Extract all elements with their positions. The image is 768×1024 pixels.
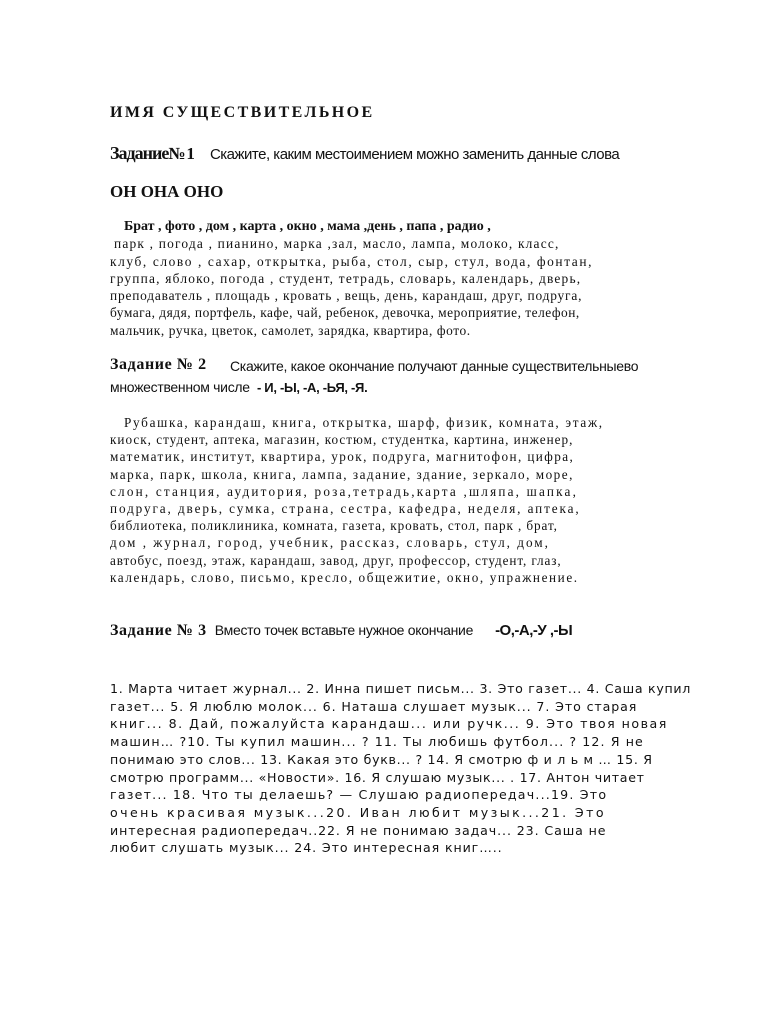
word-line: математик, институт, квартира, урок, подруга, магнитофон, цифра,: [110, 449, 575, 465]
exercise-line: любит слушать музык... 24. Это интересная книг…..: [110, 840, 503, 856]
task3-heading: [110, 622, 572, 640]
exercise-line: машин… ?10. Ты купил машин... ? 11. Ты любишь футбол... ? 12. Я не: [110, 734, 644, 750]
word-line: киоск, студент, аптека, магазин, костюм, студентка, картина, инженер,: [110, 432, 574, 448]
word-line: марка, парк, школа, книга, лампа, задание, здание, зеркало, море,: [110, 466, 574, 482]
exercise-line: очень красивая музык...20. Иван любит музык...21. Это: [110, 804, 606, 820]
task1-label: Задание: [110, 143, 169, 163]
word-line: парк , погода , пианино, марка ,зал, масло, лампа, молоко, класс,: [114, 236, 560, 252]
word-line: Рубашка, карандаш, книга, открытка, шарф, физик, комната, этаж,: [124, 415, 604, 430]
exercise-line: 1. Марта читает журнал... 2. Инна пишет письм... 3. Это газет... 4. Саша купил: [110, 681, 692, 696]
task3-instruction: Вместо точек вставьте нужное окончание: [214, 622, 474, 638]
word-line: клуб, слово , сахар, открытка, рыба, стол, сыр, стул, вода, фонтан,: [110, 253, 594, 269]
task2-word-list: [110, 414, 720, 586]
word-line: Брат , фото , дом , карта , окно , мама ,день , папа , радио ,: [124, 219, 491, 234]
task3-exercise: [110, 680, 710, 857]
exercise-line: газет... 18. Что ты делаешь? — Слушаю радиопередач...19. Это: [110, 787, 608, 803]
word-line: календарь, слово, письмо, кресло, общежитие, окно, упражнение.: [110, 569, 579, 585]
exercise-line: книг... 8. Дай, пожалуйста карандаш... или ручк... 9. Это твоя новая: [110, 716, 668, 732]
task1-word-list: [110, 218, 710, 339]
exercise-line: понимаю это слов... 13. Какая это букв... ? 14. Я смотрю ф и л ь м … 15. Я: [110, 751, 653, 767]
task2-instruction-cont: множественном числе: [110, 379, 250, 395]
word-line: группа, яблоко, погода , студент, тетрадь, словарь, календарь, дверь,: [110, 270, 582, 286]
task2-instruction: Скажите, какое окончание получают данные существительныево: [230, 358, 639, 374]
task1-instruction: Скажите, каким местоимением можно заменить данные слова: [209, 146, 620, 163]
task2-endings: - И, -Ы, -А, -ЬЯ, -Я.: [256, 380, 368, 395]
word-line: преподаватель , площадь , кровать , вещь, день, карандаш, друг, подруга,: [110, 288, 583, 304]
task2-instruction-line2: [110, 379, 367, 395]
exercise-line: интересная радиопередач..22. Я не понимаю задач... 23. Саша не: [110, 822, 607, 838]
page-title: ИМЯ СУЩЕСТВИТЕЛЬНОЕ: [110, 104, 375, 121]
word-line: подруга, дверь, сумка, страна, сестра, кафедра, неделя, аптека,: [110, 501, 581, 517]
exercise-line: газет... 5. Я люблю молок... 6. Наташа слушает музык... 7. Это старая: [110, 698, 638, 714]
task1-number: №1: [168, 144, 196, 163]
word-line: мальчик, ручка, цветок, самолет, зарядка, квартира, фото.: [110, 322, 471, 338]
exercise-line: смотрю программ... «Новости». 16. Я слушаю музык... . 17. Антон читает: [110, 769, 645, 785]
word-line: дом , журнал, город, учебник, рассказ, словарь, стул, дом,: [110, 535, 550, 551]
task1-pronouns: ОН ОНА ОНО: [110, 182, 224, 201]
task3-endings: -О,-А,-У ,-Ы: [495, 622, 573, 639]
word-line: бумага, дядя, портфель, кафе, чай, ребенок, девочка, мероприятие, телефон,: [110, 305, 580, 321]
word-line: слон, станция, аудитория, роза,тетрадь,карта ,шляпа, шапка,: [110, 483, 579, 499]
task2-heading: Задание № 2: [110, 356, 207, 373]
word-line: автобус, поезд, этаж, карандаш, завод, друг, профессор, студент, глаз,: [110, 552, 562, 568]
word-line: библиотека, поликлиника, комната, газета, кровать, стол, парк , брат,: [110, 518, 558, 534]
task1-heading: [110, 143, 619, 164]
task3-label: Задание № 3: [110, 622, 207, 639]
